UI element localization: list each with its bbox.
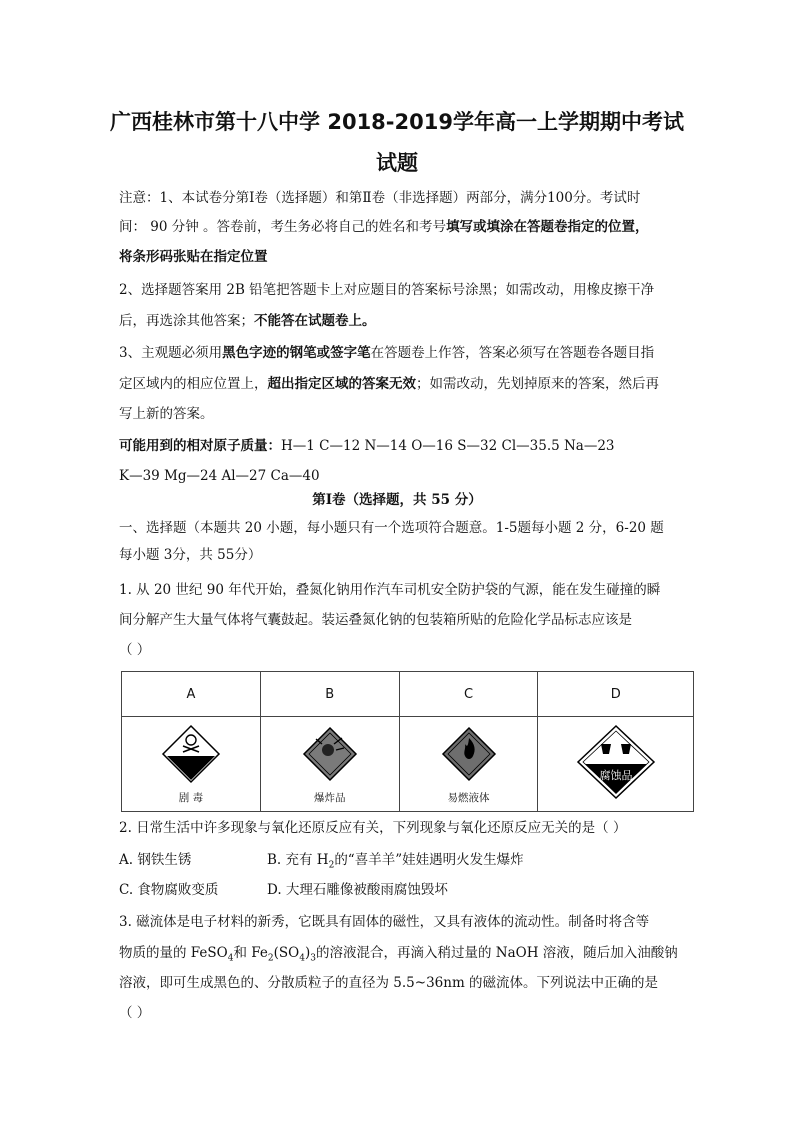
note-emphasis: 超出指定区域的答案无效 [267,376,416,392]
q3-text: ) [304,945,311,961]
q2-options-ab [119,850,524,876]
sign-cell-b [260,717,399,812]
subscript: 2 [328,860,335,871]
exam-title: 广西桂林市第十八中学 2018-2019学年高一上学期期中考试 [110,110,684,134]
table-sign-row [122,717,694,812]
note-text: 间： 90 分钟 。答卷前，考生务必将自己的姓名和考号 [119,219,447,235]
sign-cell-d [538,717,694,812]
note-2b [119,311,376,331]
q1-stem-c: （ ） [119,642,151,658]
q3-stem-d: （ ） [119,1005,151,1021]
q1-stem-b: 间分解产生大量气体将气囊鼓起。装运叠氮化钠的包装箱所贴的危险化学品标志应该是 [119,612,632,628]
atomic-mass-values: H—1 C—12 N—14 O—16 S—32 Cl—35.5 Na—23 [281,438,615,454]
q2-stem: 2. 日常生活中许多现象与氧化还原反应有关，下列现象与氧化还原反应无关的是（ ） [119,820,627,836]
sign-caption-b: 爆炸品 [313,791,346,804]
q3-text: 和 Fe [233,945,268,961]
table-header-row [122,672,694,717]
table-header-c: C [399,672,538,717]
q2-option-b [267,852,524,871]
q2-option-b-text: 的“喜羊羊”娃娃遇明火发生爆炸 [334,852,524,868]
q2-option-d: D. 大理石雕像被酸雨腐蚀毁坏 [267,882,448,898]
q3-text: (SO [273,945,300,961]
subscript: 4 [227,953,234,964]
hazard-sign-table [121,671,694,812]
note-text: ；如需改动，先划掉原来的答案，然后再 [416,376,659,392]
note-text: 3、主观题必须用 [119,345,223,361]
note-text: 后，再选涂其他答案； [119,313,254,329]
q3-stem-a: 3. 磁流体是电子材料的新秀，它既具有固体的磁性，又具有液体的流动性。制备时将含等 [119,914,650,930]
note-3b [119,374,659,394]
section-title: 第Ⅰ卷（选择题，共 55 分） [312,492,482,508]
note-3a [119,343,654,363]
note-2a: 2、选择题答案用 2B 铅笔把答题卡上对应题目的答案标号涂黑；如需改动，用橡皮擦干净 [119,282,655,298]
atomic-mass-line1 [119,436,615,456]
subscript: 4 [299,953,305,964]
sign-cell-a [122,717,261,812]
table-header-a: A [122,672,261,717]
table-header-d: D [538,672,694,717]
q3-stem-b [119,943,678,969]
sign-caption-d: 腐蚀品 [599,769,633,782]
toxic-sign-icon [151,724,231,786]
note-emphasis: 填写或填涂在答题卷指定的位置， [446,219,649,235]
flammable-liquid-sign-icon [429,724,509,786]
section1-instructions-b: 每小题 3分，共 55分） [119,547,262,563]
note-emphasis: 不能答在试题卷上。 [254,313,376,329]
q2-option-c: C. 食物腐败变质 [119,882,219,898]
subscript: 3 [310,953,316,964]
sign-cell-c [399,717,538,812]
note-1c: 将条形码张贴在指定位置 [119,249,268,265]
q1-stem-a: 1. 从 20 世纪 90 年代开始，叠氮化钠用作汽车司机安全防护袋的气源，能在发生碰撞的瞬 [119,582,661,598]
q3-stem-c: 溶液，即可生成黑色的、分散质粒子的直径为 5.5~36nm 的磁流体。下列说法中正确的是 [119,975,659,991]
note-text: 在答题卷上作答，答案必须写在答题卷各题目指 [370,345,655,361]
table-header-b: B [260,672,399,717]
note-1a: 注意：1、本试卷分第Ⅰ卷（选择题）和第Ⅱ卷（非选择题）两部分，满分100分。考试时 [119,190,641,206]
q3-text: 物质的量的 FeSO [119,945,228,961]
explosive-sign-icon [290,724,370,786]
corrosive-sign-icon [571,722,661,802]
q2-option-b-text: B. 充有 H [267,852,329,868]
subscript: 2 [267,953,274,964]
sign-caption-a: 剧 毒 [178,791,204,804]
atomic-mass-line2: K—39 Mg—24 Al—27 Ca—40 [119,468,320,484]
exam-title-cont: 试题 [376,151,418,175]
sign-caption-c: 易燃液体 [447,791,490,804]
note-3c: 写上新的答案。 [119,406,214,422]
section1-instructions-a: 一、选择题（本题共 20 小题，每小题只有一个选项符合题意。1-5题每小题 2 分，6-20 题 [119,520,664,536]
note-emphasis: 黑色字迹的钢笔或签字笔 [222,345,371,361]
q2-option-a: A. 钢铁生锈 [119,852,192,868]
note-text: 定区域内的相应位置上， [119,376,268,392]
atomic-mass-label: 可能用到的相对原子质量： [119,438,281,454]
q3-text: 的溶液混合，再滴入稍过量的 NaOH 溶液，随后加入油酸钠 [315,945,678,961]
q2-options-cd [119,880,448,900]
note-1b [119,217,649,237]
